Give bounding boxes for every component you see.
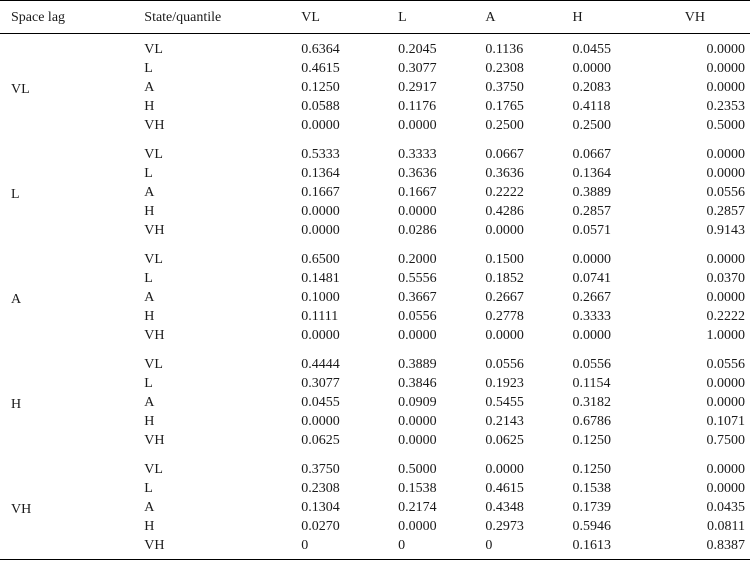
- probability-cell: 0.0455: [572, 42, 611, 57]
- state-label: L: [144, 271, 153, 286]
- probability-cell: 0.0811: [707, 519, 745, 534]
- state-label: VH: [144, 328, 165, 343]
- probability-cell: 0.0000: [572, 252, 611, 267]
- lag-group-vl: [0, 34, 750, 140]
- probability-cell: 0.5455: [485, 395, 524, 410]
- probability-cell: 0.6786: [572, 414, 611, 429]
- probability-cell: 0.2000: [398, 252, 437, 267]
- probability-cell: 0.3333: [572, 309, 611, 324]
- probability-cell: 0.0000: [398, 328, 437, 343]
- probability-cell: 0.2143: [485, 414, 524, 429]
- probability-cell: 0.0000: [572, 61, 611, 76]
- probability-cell: 0.3750: [485, 80, 524, 95]
- probability-cell: 0.0286: [398, 223, 437, 238]
- probability-cell: 0.1613: [572, 538, 611, 553]
- table-row: [0, 454, 750, 479]
- probability-cell: 0: [301, 538, 309, 553]
- header-l: L: [398, 1, 485, 34]
- probability-cell: 0.0000: [706, 395, 745, 410]
- header-h: H: [573, 1, 685, 34]
- probability-cell: 0.4286: [485, 204, 524, 219]
- space-lag-label: VL: [11, 82, 30, 97]
- probability-cell: 0.0625: [301, 433, 340, 448]
- probability-cell: 0.0000: [706, 147, 745, 162]
- probability-cell: 0.8387: [706, 538, 745, 553]
- probability-cell: 0.4118: [572, 99, 611, 114]
- probability-cell: 0.1667: [301, 185, 340, 200]
- state-label: A: [144, 185, 155, 200]
- probability-cell: 0.1250: [301, 80, 340, 95]
- probability-cell: 0.1136: [485, 42, 524, 57]
- probability-cell: 0.1538: [572, 481, 611, 496]
- probability-cell: 0.0000: [706, 481, 745, 496]
- probability-cell: 0.1250: [572, 462, 611, 477]
- state-label: L: [144, 61, 153, 76]
- probability-cell: 0.1667: [398, 185, 437, 200]
- probability-cell: 0.2857: [572, 204, 611, 219]
- probability-cell: 0.0741: [572, 271, 611, 286]
- probability-cell: 0.0000: [485, 462, 524, 477]
- probability-cell: 0.0667: [572, 147, 611, 162]
- probability-cell: 0.1304: [301, 500, 340, 515]
- probability-cell: 0.0000: [398, 433, 437, 448]
- state-label: VH: [144, 118, 165, 133]
- probability-cell: 0.0370: [706, 271, 745, 286]
- probability-cell: 0.0556: [485, 357, 524, 372]
- probability-cell: 0.2667: [572, 290, 611, 305]
- probability-cell: 0.4615: [485, 481, 524, 496]
- table-header: [0, 1, 750, 34]
- state-label: VL: [144, 147, 163, 162]
- state-label: L: [144, 481, 153, 496]
- probability-cell: 0.1364: [572, 166, 611, 181]
- space-lag-label: VH: [11, 502, 32, 517]
- probability-cell: 0.3333: [398, 147, 437, 162]
- probability-cell: 0.0435: [706, 500, 745, 515]
- state-label: A: [144, 80, 155, 95]
- probability-cell: 0.0270: [301, 519, 340, 534]
- state-label: H: [144, 414, 155, 429]
- probability-cell: 0.0000: [301, 223, 340, 238]
- header-vl: VL: [301, 1, 398, 34]
- probability-cell: 0.0000: [706, 252, 745, 267]
- space-lag-label: A: [11, 292, 22, 307]
- probability-cell: 0.2667: [485, 290, 524, 305]
- probability-cell: 0.0000: [706, 42, 745, 57]
- probability-cell: 0.2045: [398, 42, 437, 57]
- probability-cell: 0.0588: [301, 99, 340, 114]
- state-label: H: [144, 309, 155, 324]
- probability-cell: 0.0000: [398, 519, 437, 534]
- probability-cell: 0.1500: [485, 252, 524, 267]
- state-label: VL: [144, 252, 163, 267]
- header-vh: VH: [685, 1, 750, 34]
- table-row: [0, 349, 750, 374]
- probability-cell: 0.2778: [485, 309, 524, 324]
- probability-cell: 0.0000: [398, 118, 437, 133]
- probability-cell: 0.0571: [572, 223, 611, 238]
- header-state-quantile: State/quantile: [144, 1, 301, 34]
- probability-cell: 0.5946: [572, 519, 611, 534]
- probability-cell: 0.0556: [398, 309, 437, 324]
- probability-cell: 0.1111: [301, 309, 339, 324]
- table-row: [0, 139, 750, 164]
- table-footer-rule: [0, 560, 750, 561]
- table-row: [0, 244, 750, 269]
- probability-cell: 0.3077: [398, 61, 437, 76]
- state-label: VL: [144, 42, 163, 57]
- probability-cell: 0.3182: [572, 395, 611, 410]
- state-label: H: [144, 519, 155, 534]
- probability-cell: 0.3846: [398, 376, 437, 391]
- table-row: [0, 34, 750, 60]
- probability-cell: 0.4615: [301, 61, 340, 76]
- probability-cell: 0.1765: [485, 99, 524, 114]
- probability-cell: 0.1071: [706, 414, 745, 429]
- probability-cell: 0.2973: [485, 519, 524, 534]
- state-label: A: [144, 290, 155, 305]
- lag-group-h: [0, 349, 750, 454]
- probability-cell: 0.2174: [398, 500, 437, 515]
- probability-cell: 0.1154: [572, 376, 611, 391]
- probability-cell: 0.2500: [485, 118, 524, 133]
- probability-cell: 0.9143: [706, 223, 745, 238]
- space-lag-label: L: [11, 187, 20, 202]
- lag-group-a: [0, 244, 750, 349]
- probability-cell: 0.0000: [706, 462, 745, 477]
- probability-cell: 0.5556: [398, 271, 437, 286]
- probability-cell: 0.1481: [301, 271, 340, 286]
- probability-cell: 0.0000: [572, 328, 611, 343]
- probability-cell: 0.0455: [301, 395, 340, 410]
- state-label: A: [144, 500, 155, 515]
- lag-group-l: [0, 139, 750, 244]
- probability-cell: 0.7500: [706, 433, 745, 448]
- bottom-rule: [0, 560, 750, 561]
- probability-cell: 0.0556: [572, 357, 611, 372]
- probability-cell: 0.1364: [301, 166, 340, 181]
- probability-cell: 0.3889: [572, 185, 611, 200]
- probability-cell: 0.2083: [572, 80, 611, 95]
- probability-cell: 0.0667: [485, 147, 524, 162]
- probability-cell: 0.6500: [301, 252, 340, 267]
- probability-cell: 0.2917: [398, 80, 437, 95]
- probability-cell: 0.0000: [706, 61, 745, 76]
- probability-cell: 0.0000: [301, 328, 340, 343]
- probability-cell: 0.1538: [398, 481, 437, 496]
- probability-cell: 0.2222: [706, 309, 745, 324]
- probability-cell: 0: [398, 538, 406, 553]
- probability-cell: 0.0000: [485, 223, 524, 238]
- probability-cell: 0.0000: [301, 204, 340, 219]
- state-label: H: [144, 204, 155, 219]
- probability-cell: 0.5000: [398, 462, 437, 477]
- probability-cell: 0.3889: [398, 357, 437, 372]
- probability-cell: 0.3636: [398, 166, 437, 181]
- probability-cell: 0.3077: [301, 376, 340, 391]
- probability-cell: 0.0556: [706, 185, 745, 200]
- probability-cell: 0.0000: [301, 414, 340, 429]
- state-label: VL: [144, 357, 163, 372]
- probability-cell: 0.3750: [301, 462, 340, 477]
- probability-cell: 0.0556: [706, 357, 745, 372]
- state-label: A: [144, 395, 155, 410]
- probability-cell: 0.3667: [398, 290, 437, 305]
- state-label: VH: [144, 223, 165, 238]
- probability-cell: 0.0000: [398, 204, 437, 219]
- probability-cell: 0.1000: [301, 290, 340, 305]
- probability-cell: 0.2857: [706, 204, 745, 219]
- lag-group-vh: [0, 454, 750, 560]
- header-row: [0, 1, 750, 34]
- probability-cell: 0.0000: [301, 118, 340, 133]
- probability-cell: 0.4444: [301, 357, 340, 372]
- state-label: L: [144, 376, 153, 391]
- space-lag-label: H: [11, 397, 22, 412]
- state-label: VH: [144, 538, 165, 553]
- probability-cell: 0.1250: [572, 433, 611, 448]
- probability-cell: 0.2308: [485, 61, 524, 76]
- probability-cell: 0.1739: [572, 500, 611, 515]
- probability-cell: 0.2308: [301, 481, 340, 496]
- probability-cell: 0.0000: [706, 166, 745, 181]
- probability-cell: 0.0625: [485, 433, 524, 448]
- probability-cell: 0.2500: [572, 118, 611, 133]
- state-label: L: [144, 166, 153, 181]
- probability-cell: 1.0000: [706, 328, 745, 343]
- state-label: VL: [144, 462, 163, 477]
- probability-cell: 0.0000: [398, 414, 437, 429]
- probability-cell: 0.5000: [706, 118, 745, 133]
- state-label: VH: [144, 433, 165, 448]
- probability-cell: 0.3636: [485, 166, 524, 181]
- probability-cell: 0.2222: [485, 185, 524, 200]
- probability-cell: 0: [485, 538, 493, 553]
- header-a: A: [485, 1, 572, 34]
- probability-cell: 0.0000: [485, 328, 524, 343]
- probability-cell: 0.6364: [301, 42, 340, 57]
- probability-cell: 0.2353: [706, 99, 745, 114]
- probability-cell: 0.0000: [706, 290, 745, 305]
- state-label: H: [144, 99, 155, 114]
- probability-cell: 0.4348: [485, 500, 524, 515]
- probability-cell: 0.1852: [485, 271, 524, 286]
- probability-cell: 0.1923: [485, 376, 524, 391]
- probability-cell: 0.1176: [398, 99, 437, 114]
- probability-cell: 0.0909: [398, 395, 437, 410]
- probability-cell: 0.0000: [706, 80, 745, 95]
- probability-cell: 0.5333: [301, 147, 340, 162]
- probability-cell: 0.0000: [706, 376, 745, 391]
- header-space-lag: Space lag: [0, 1, 144, 34]
